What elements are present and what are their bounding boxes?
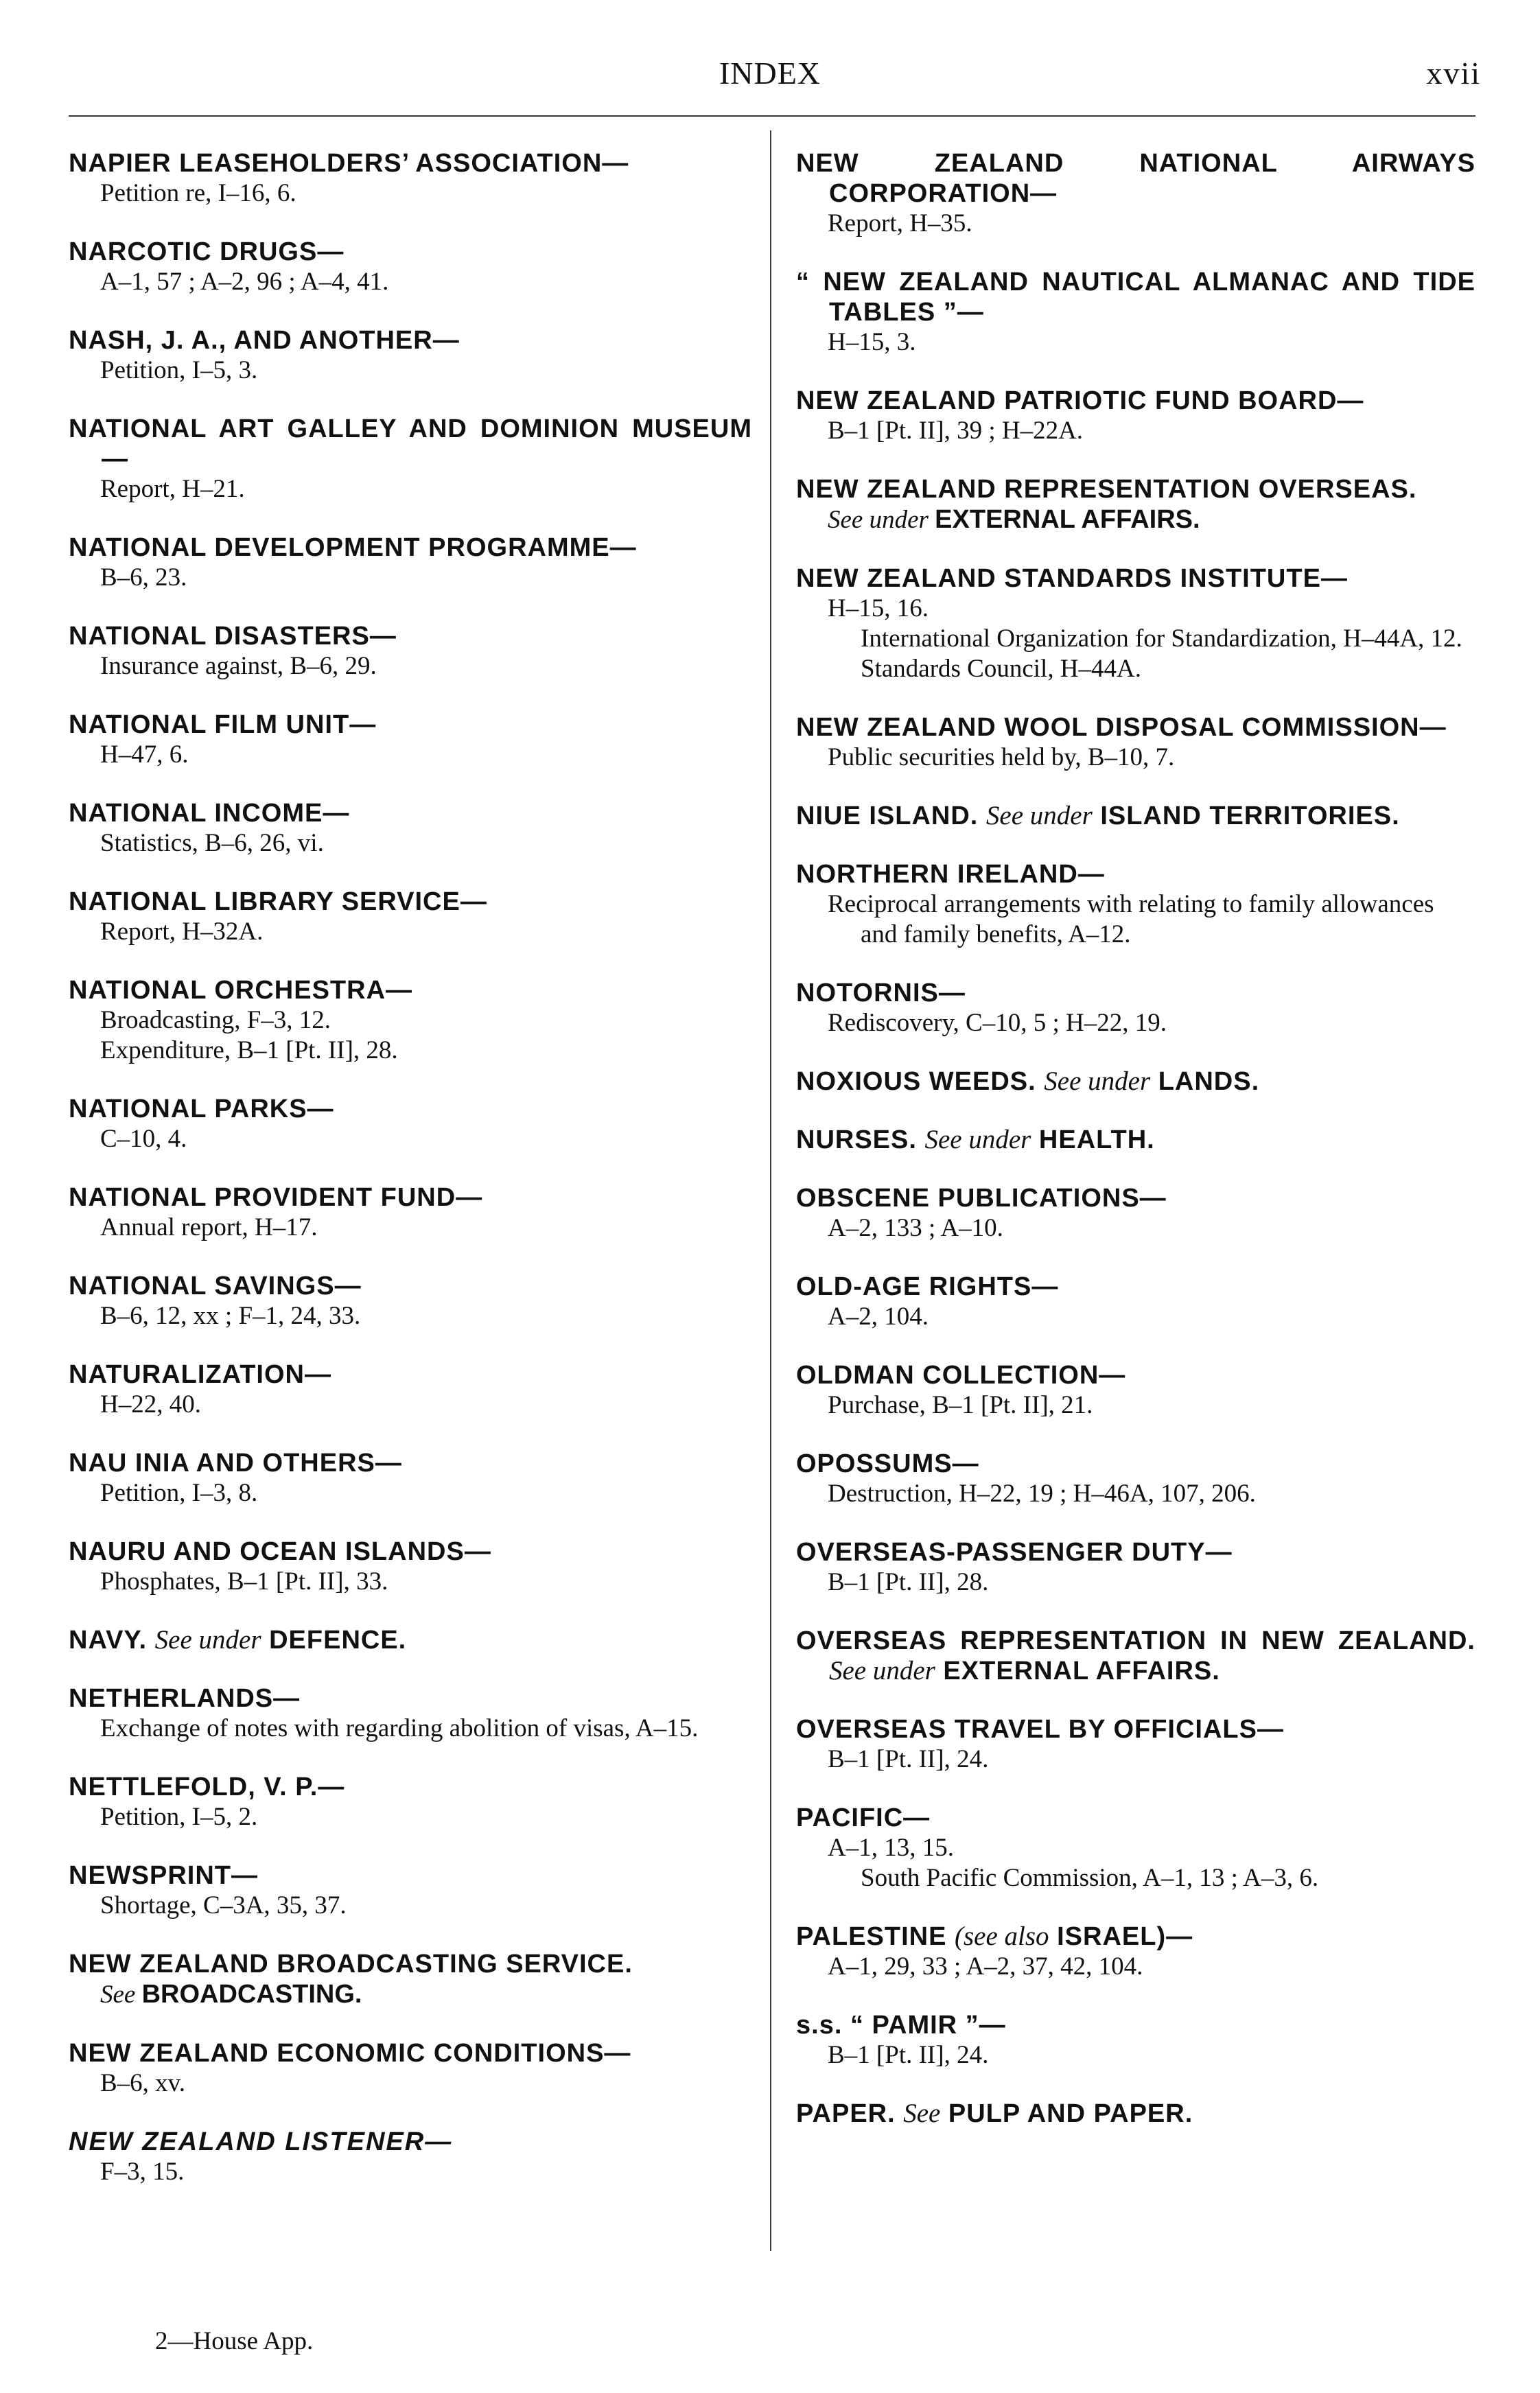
heading-text: NETHERLANDS— xyxy=(69,1684,301,1713)
index-subentry: Rediscovery, C–10, 5 ; H–22, 19. xyxy=(828,1009,1167,1037)
index-subentry: A–2, 104. xyxy=(828,1303,929,1331)
index-subentry: F–3, 15. xyxy=(100,2158,185,2186)
index-entry xyxy=(69,1683,752,1744)
index-subentry: A–1, 57 ; A–2, 96 ; A–4, 41. xyxy=(100,268,389,296)
index-heading xyxy=(796,1360,1475,1390)
see-reference: See under xyxy=(1044,1066,1151,1096)
index-heading xyxy=(796,801,1475,831)
index-entry xyxy=(69,533,752,593)
index-heading xyxy=(796,1449,1475,1479)
index-entry xyxy=(69,148,752,209)
index-subentry: Report, H–32A. xyxy=(100,918,264,946)
index-heading xyxy=(796,1626,1475,1686)
index-heading xyxy=(69,237,752,267)
index-subentry: Statistics, B–6, 26, vi. xyxy=(100,829,324,857)
index-heading xyxy=(69,533,752,563)
index-subentry: B–6, 12, xx ; F–1, 24, 33. xyxy=(100,1302,361,1330)
index-entry xyxy=(69,1182,752,1243)
heading-text: NEW ZEALAND WOOL DISPOSAL COMMISSION— xyxy=(796,713,1447,742)
index-subentry: B–1 [Pt. II], 24. xyxy=(828,1745,989,1773)
index-entry xyxy=(69,237,752,297)
index-entry xyxy=(796,801,1475,831)
index-heading xyxy=(69,148,752,178)
index-heading xyxy=(69,1625,752,1655)
heading-text: NAU INIA AND OTHERS— xyxy=(69,1449,402,1478)
heading-text: NEW ZEALAND LISTENER— xyxy=(69,2127,453,2156)
index-entry xyxy=(796,1272,1475,1332)
index-subentry: H–47, 6. xyxy=(100,740,189,769)
index-entry xyxy=(796,2099,1475,2129)
index-subentry: Exchange of notes with regarding abolition of visas, A–15. xyxy=(100,1714,699,1742)
index-subentry: Petition, I–5, 3. xyxy=(100,356,258,384)
heading-text: NETTLEFOLD, V. P.— xyxy=(69,1773,345,1801)
index-entry xyxy=(69,1772,752,1832)
index-heading xyxy=(796,386,1475,416)
heading-text: NEW ZEALAND NATIONAL AIRWAYS CORPORATION— xyxy=(796,149,1475,208)
heading-text: NEWSPRINT— xyxy=(69,1861,258,1890)
index-subentry: A–1, 29, 33 ; A–2, 37, 42, 104. xyxy=(828,1952,1143,1981)
index-subentry: Insurance against, B–6, 29. xyxy=(100,652,377,680)
heading-text: NEW ZEALAND STANDARDS INSTITUTE— xyxy=(796,564,1348,593)
index-entry xyxy=(69,975,752,1066)
index-subentry: Petition re, I–16, 6. xyxy=(100,179,296,207)
index-entry xyxy=(69,1860,752,1921)
see-reference: See under xyxy=(924,1125,1031,1154)
heading-text: NOTORNIS— xyxy=(796,979,966,1007)
index-entry xyxy=(69,1094,752,1154)
see-target: DEFENCE. xyxy=(269,1626,407,1655)
heading-text: NARCOTIC DRUGS— xyxy=(69,237,345,266)
index-subentry: Report, H–35. xyxy=(828,209,972,237)
heading-text: NATIONAL INCOME— xyxy=(69,799,350,828)
heading-text: PAPER. xyxy=(796,2099,896,2128)
heading-text: NEW ZEALAND REPRESENTATION OVERSEAS. xyxy=(796,475,1417,504)
heading-text: PALESTINE xyxy=(796,1922,947,1951)
index-entry xyxy=(796,1449,1475,1509)
index-entry xyxy=(796,1125,1475,1155)
index-heading xyxy=(796,2099,1475,2129)
index-heading xyxy=(796,1714,1475,1744)
see-target: ISRAEL)— xyxy=(1057,1922,1193,1951)
index-entry xyxy=(69,710,752,770)
heading-text: NEW ZEALAND ECONOMIC CONDITIONS— xyxy=(69,2039,631,2068)
heading-text: NATIONAL ART GALLEY AND DOMINION MUSEUM— xyxy=(69,415,752,474)
index-entry xyxy=(69,1949,752,2010)
page-title: INDEX xyxy=(719,56,821,91)
index-entry xyxy=(69,325,752,386)
page-header xyxy=(0,48,1540,96)
index-heading xyxy=(796,859,1475,889)
heading-text: NURSES. xyxy=(796,1125,917,1154)
index-subentry: Annual report, H–17. xyxy=(100,1213,318,1241)
see-target: HEALTH. xyxy=(1038,1125,1155,1154)
heading-text: OLD-AGE RIGHTS— xyxy=(796,1272,1059,1301)
heading-text: NATIONAL DISASTERS— xyxy=(69,622,397,651)
index-entry xyxy=(796,1922,1475,1982)
index-subentry: Phosphates, B–1 [Pt. II], 33. xyxy=(100,1567,388,1596)
index-heading xyxy=(796,1803,1475,1833)
index-entry xyxy=(796,1537,1475,1598)
index-heading xyxy=(796,563,1475,594)
heading-text: NATIONAL ORCHESTRA— xyxy=(69,976,413,1005)
index-subentry: Report, H–21. xyxy=(100,475,245,503)
heading-text: NOXIOUS WEEDS. xyxy=(796,1067,1036,1096)
see-reference: See under xyxy=(828,506,929,534)
see-reference: See under xyxy=(985,801,1093,830)
heading-text: OLDMAN COLLECTION— xyxy=(796,1361,1126,1390)
index-subentry: A–2, 133 ; A–10. xyxy=(828,1214,1003,1242)
index-subentry: H–22, 40. xyxy=(100,1390,201,1419)
index-heading xyxy=(69,414,752,474)
index-entry xyxy=(69,798,752,859)
index-subsubentry: International Organization for Standardization, H–44A, 12. xyxy=(861,624,1462,653)
index-entry xyxy=(69,1271,752,1331)
heading-text: OVERSEAS TRAVEL BY OFFICIALS— xyxy=(796,1715,1284,1744)
see-reference: (see also xyxy=(955,1922,1049,1951)
index-heading xyxy=(796,1272,1475,1302)
index-subentry: C–10, 4. xyxy=(100,1125,187,1153)
index-entry xyxy=(796,1803,1475,1893)
index-subentry: B–1 [Pt. II], 24. xyxy=(828,2041,989,2069)
index-entry xyxy=(796,1360,1475,1421)
heading-text: NATIONAL DEVELOPMENT PROGRAMME— xyxy=(69,533,637,562)
see-reference: See xyxy=(100,1981,136,2009)
index-heading xyxy=(796,267,1475,327)
index-heading xyxy=(796,1125,1475,1155)
see-reference: See under xyxy=(154,1625,261,1655)
index-entry xyxy=(796,859,1475,950)
heading-text: NATIONAL PARKS— xyxy=(69,1095,334,1123)
see-reference: See under xyxy=(829,1656,935,1685)
index-entry xyxy=(69,2038,752,2099)
heading-text: s.s. “ PAMIR ”— xyxy=(796,2011,1006,2040)
heading-text: NATIONAL LIBRARY SERVICE— xyxy=(69,887,487,916)
index-subentry: H–15, 16. xyxy=(828,594,929,622)
index-heading xyxy=(796,978,1475,1008)
index-entry xyxy=(796,148,1475,239)
index-subentry: Public securities held by, B–10, 7. xyxy=(828,743,1175,771)
index-entry xyxy=(69,621,752,681)
index-subentry: B–6, 23. xyxy=(100,563,187,592)
index-heading xyxy=(69,621,752,651)
heading-text: NIUE ISLAND. xyxy=(796,802,979,830)
index-subentry: Petition, I–3, 8. xyxy=(100,1479,258,1507)
index-subentry: Expenditure, B–1 [Pt. II], 28. xyxy=(100,1036,398,1064)
heading-text: NORTHERN IRELAND— xyxy=(796,860,1105,889)
index-subentry: Destruction, H–22, 19 ; H–46A, 107, 206. xyxy=(828,1480,1256,1508)
index-entry xyxy=(69,414,752,504)
page-number: xvii xyxy=(1426,56,1481,91)
index-entry xyxy=(796,978,1475,1038)
index-entry xyxy=(796,563,1475,684)
index-subentry: Shortage, C–3A, 35, 37. xyxy=(100,1891,347,1919)
index-heading xyxy=(796,148,1475,209)
index-subentry: H–15, 3. xyxy=(828,328,916,356)
index-entry xyxy=(796,386,1475,446)
heading-text: “ NEW ZEALAND NAUTICAL ALMANAC AND TIDE TABLES ”— xyxy=(796,268,1475,327)
index-heading xyxy=(69,1094,752,1124)
index-heading xyxy=(69,1772,752,1802)
index-subentry: Purchase, B–1 [Pt. II], 21. xyxy=(828,1391,1093,1419)
heading-text: PACIFIC— xyxy=(796,1803,931,1832)
index-subentry: Petition, I–5, 2. xyxy=(100,1803,258,1831)
index-heading xyxy=(69,1359,752,1390)
index-heading xyxy=(69,887,752,917)
heading-text: NAPIER LEASEHOLDERS’ ASSOCIATION— xyxy=(69,149,629,178)
index-subsubentry: South Pacific Commission, A–1, 13 ; A–3, 6. xyxy=(861,1864,1319,1892)
see-target: EXTERNAL AFFAIRS. xyxy=(935,505,1200,534)
index-entry xyxy=(69,1537,752,1597)
heading-text: OBSCENE PUBLICATIONS— xyxy=(796,1184,1167,1213)
left-column xyxy=(69,148,752,2215)
index-heading xyxy=(69,2127,752,2157)
index-heading xyxy=(796,1537,1475,1567)
index-entry xyxy=(69,2127,752,2187)
heading-text: NEW ZEALAND BROADCASTING SERVICE. xyxy=(69,1950,633,1978)
index-entry xyxy=(796,1714,1475,1775)
index-subentry: Broadcasting, F–3, 12. xyxy=(100,1006,331,1034)
see-line xyxy=(796,504,1475,535)
index-entry xyxy=(796,474,1475,535)
index-entry xyxy=(69,1448,752,1508)
heading-text: NAURU AND OCEAN ISLANDS— xyxy=(69,1537,491,1566)
heading-text: NAVY. xyxy=(69,1626,148,1655)
index-entry xyxy=(69,1625,752,1655)
heading-text: NATURALIZATION— xyxy=(69,1360,331,1389)
index-entry xyxy=(796,1066,1475,1097)
see-target: PULP AND PAPER. xyxy=(948,2099,1193,2128)
right-column xyxy=(796,148,1475,2157)
index-heading xyxy=(69,1271,752,1301)
index-heading xyxy=(69,1537,752,1567)
index-entry xyxy=(796,2010,1475,2070)
index-entry xyxy=(796,1183,1475,1244)
footer-note: 2—House App. xyxy=(155,2327,314,2355)
index-heading xyxy=(69,710,752,740)
see-target: ISLAND TERRITORIES. xyxy=(1100,802,1400,830)
index-entry xyxy=(796,712,1475,773)
index-heading xyxy=(796,1066,1475,1097)
index-heading xyxy=(69,1448,752,1478)
see-line xyxy=(69,1979,752,2010)
index-heading xyxy=(69,1683,752,1714)
index-subentry: A–1, 13, 15. xyxy=(828,1834,954,1862)
index-heading xyxy=(69,2038,752,2068)
heading-text: NATIONAL SAVINGS— xyxy=(69,1272,362,1300)
index-entry xyxy=(69,1359,752,1420)
index-heading xyxy=(69,1860,752,1891)
heading-text: OVERSEAS-PASSENGER DUTY— xyxy=(796,1538,1233,1567)
index-heading xyxy=(69,975,752,1005)
see-target: LANDS. xyxy=(1158,1067,1260,1096)
index-heading xyxy=(69,798,752,828)
see-target: EXTERNAL AFFAIRS. xyxy=(943,1657,1220,1685)
index-heading xyxy=(796,2010,1475,2040)
heading-text: NATIONAL PROVIDENT FUND— xyxy=(69,1183,483,1212)
see-reference: See xyxy=(903,2099,941,2128)
index-heading xyxy=(69,1182,752,1213)
index-heading xyxy=(796,1183,1475,1213)
index-heading xyxy=(796,712,1475,743)
index-subentry: B–1 [Pt. II], 39 ; H–22A. xyxy=(828,417,1084,445)
heading-text: OPOSSUMS— xyxy=(796,1449,979,1478)
index-subentry: B–1 [Pt. II], 28. xyxy=(828,1568,989,1596)
column-divider xyxy=(770,130,771,2251)
index-subentry: Reciprocal arrangements with relating to family allowances and family benefits, A–12. xyxy=(828,890,1434,948)
index-heading xyxy=(796,474,1475,504)
heading-text: OVERSEAS REPRESENTATION IN NEW ZEALAND. xyxy=(796,1626,1475,1655)
index-heading xyxy=(69,325,752,355)
index-entry xyxy=(796,267,1475,358)
heading-text: NASH, J. A., AND ANOTHER— xyxy=(69,326,460,355)
header-rule xyxy=(69,115,1475,117)
index-heading xyxy=(796,1922,1475,1952)
index-subentry: B–6, xv. xyxy=(100,2069,186,2097)
heading-text: NATIONAL FILM UNIT— xyxy=(69,710,377,739)
index-heading xyxy=(69,1949,752,1979)
index-subsubentry: Standards Council, H–44A. xyxy=(861,655,1142,683)
index-entry xyxy=(69,887,752,947)
see-target: BROADCASTING. xyxy=(141,1980,362,2009)
index-entry xyxy=(796,1626,1475,1686)
heading-text: NEW ZEALAND PATRIOTIC FUND BOARD— xyxy=(796,386,1364,415)
